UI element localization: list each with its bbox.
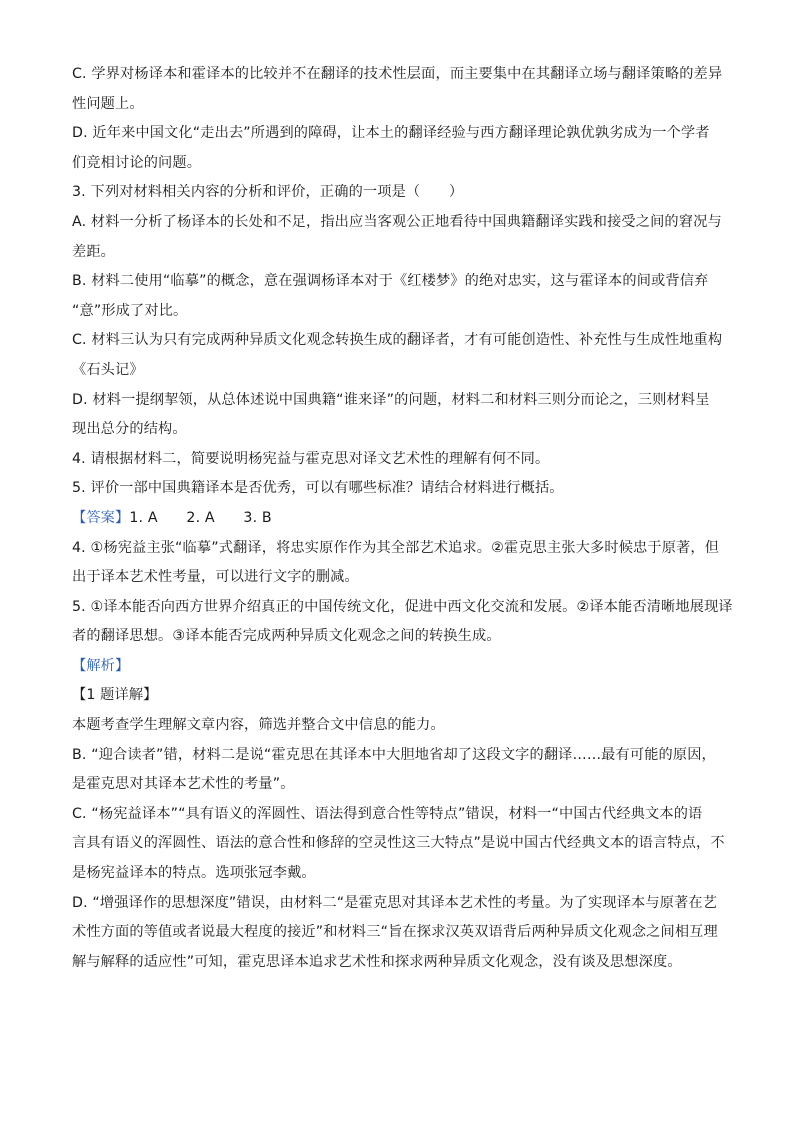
q3-option-b-line-1: B. 材料二使用“临摹”的概念，意在强调杨译本对于《红楼梦》的绝对忠实，这与霍译本的间或背信弃 [72, 273, 709, 290]
analysis-line-4: C. “杨宪益译本”“具有语义的浑圆性、语法得到意合性等特点”错误，材料一“中国古代经典文本的语 [72, 805, 703, 822]
question-3: 3. 下列对材料相关内容的分析和评价，正确的一项是（ ） [72, 184, 464, 201]
q3-option-c-line-2: 《石头记》 [72, 361, 144, 378]
q3-option-c-line-1: C. 材料三认为只有完成两种异质文化观念转换生成的翻译者，才有可能创造性、补充性与生成性地重构 [72, 332, 723, 349]
q3-option-b-line-2: “意”形成了对比。 [72, 302, 188, 319]
question-5: 5. 评价一部中国典籍译本是否优秀，可以有哪些标准？请结合材料进行概括。 [72, 480, 564, 497]
analysis-line-8: 术性方面的等值或者说最大程度的接近”和材料三“旨在探求汉英双语背后两种异质文化观念之间相互理 [72, 924, 718, 941]
analysis-tag: 【解析】 [72, 657, 130, 674]
answer-4-line-2: 出于译本艺术性考量，可以进行文字的删减。 [72, 569, 359, 586]
analysis-line-5: 言具有语义的浑圆性、语法的意合性和修辞的空灵性这三大特点”是说中国古代经典文本的语言特点，不 [72, 835, 725, 852]
analysis-subhead: 【1 题详解】 [72, 687, 158, 704]
answer-tag: 【答案】 [72, 509, 130, 526]
q3-option-d-line-2: 现出总分的结构。 [72, 421, 187, 438]
option-d-line-1: D. 近年来中国文化“走出去”所遇到的障碍，让本土的翻译经验与西方翻译理论孰优孰劣成为一个学者 [72, 125, 710, 142]
answer-5-line-1: 5. ①译本能否向西方世界介绍真正的中国传统文化，促进中西文化交流和发展。②译本能否清晰地展现译 [72, 598, 733, 615]
option-d-line-2: 们竞相讨论的问题。 [72, 154, 202, 171]
document-page [72, 60, 733, 977]
q3-option-a-line-1: A. 材料一分析了杨译本的长处和不足，指出应当客观公正地看待中国典籍翻译实践和接受之间的窘况与 [72, 213, 722, 230]
question-4: 4. 请根据材料二，简要说明杨宪益与霍克思对译文艺术性的理解有何不同。 [72, 450, 550, 467]
q3-option-d-line-1: D. 材料一提纲挈领，从总体述说中国典籍“谁来译”的问题，材料二和材料三则分而论之，三则材料呈 [72, 391, 710, 408]
analysis-line-7: D. “增强译作的思想深度”错误，由材料二“是霍克思对其译本艺术性的考量。为了实现译本与原著在艺 [72, 894, 718, 911]
analysis-line-2: B. “迎合读者”错，材料二是说“霍克思在其译本中大胆地省却了这段文字的翻译……最有可能的原因， [72, 746, 716, 763]
answer-5-line-2: 者的翻译思想。③译本能否完成两种异质文化观念之间的转换生成。 [72, 628, 501, 645]
analysis-line-9: 解与解释的适应性”可知，霍克思译本追求艺术性和探求两种异质文化观念，没有谈及思想深度。 [72, 953, 682, 970]
answer-line [72, 504, 722, 534]
analysis-line-1: 本题考查学生理解文章内容，筛选并整合文中信息的能力。 [72, 717, 445, 734]
answer-choices: 1. A 2. A 3. B [129, 509, 272, 526]
option-c-line-1: C. 学界对杨译本和霍译本的比较并不在翻译的技术性层面，而主要集中在其翻译立场与翻译策略的差异 [72, 66, 723, 82]
q3-option-a-line-2: 差距。 [72, 243, 116, 260]
answer-4-line-1: 4. ①杨宪益主张“临摹”式翻译，将忠实原作作为其全部艺术追求。②霍克思主张大多时候忠于原著，但 [72, 539, 720, 556]
option-c-line-2: 性问题上。 [72, 95, 144, 112]
analysis-line-6: 是杨宪益译本的特点。选项张冠李戴。 [72, 865, 316, 882]
analysis-line-3: 是霍克思对其译本艺术性的考量”。 [72, 776, 295, 793]
